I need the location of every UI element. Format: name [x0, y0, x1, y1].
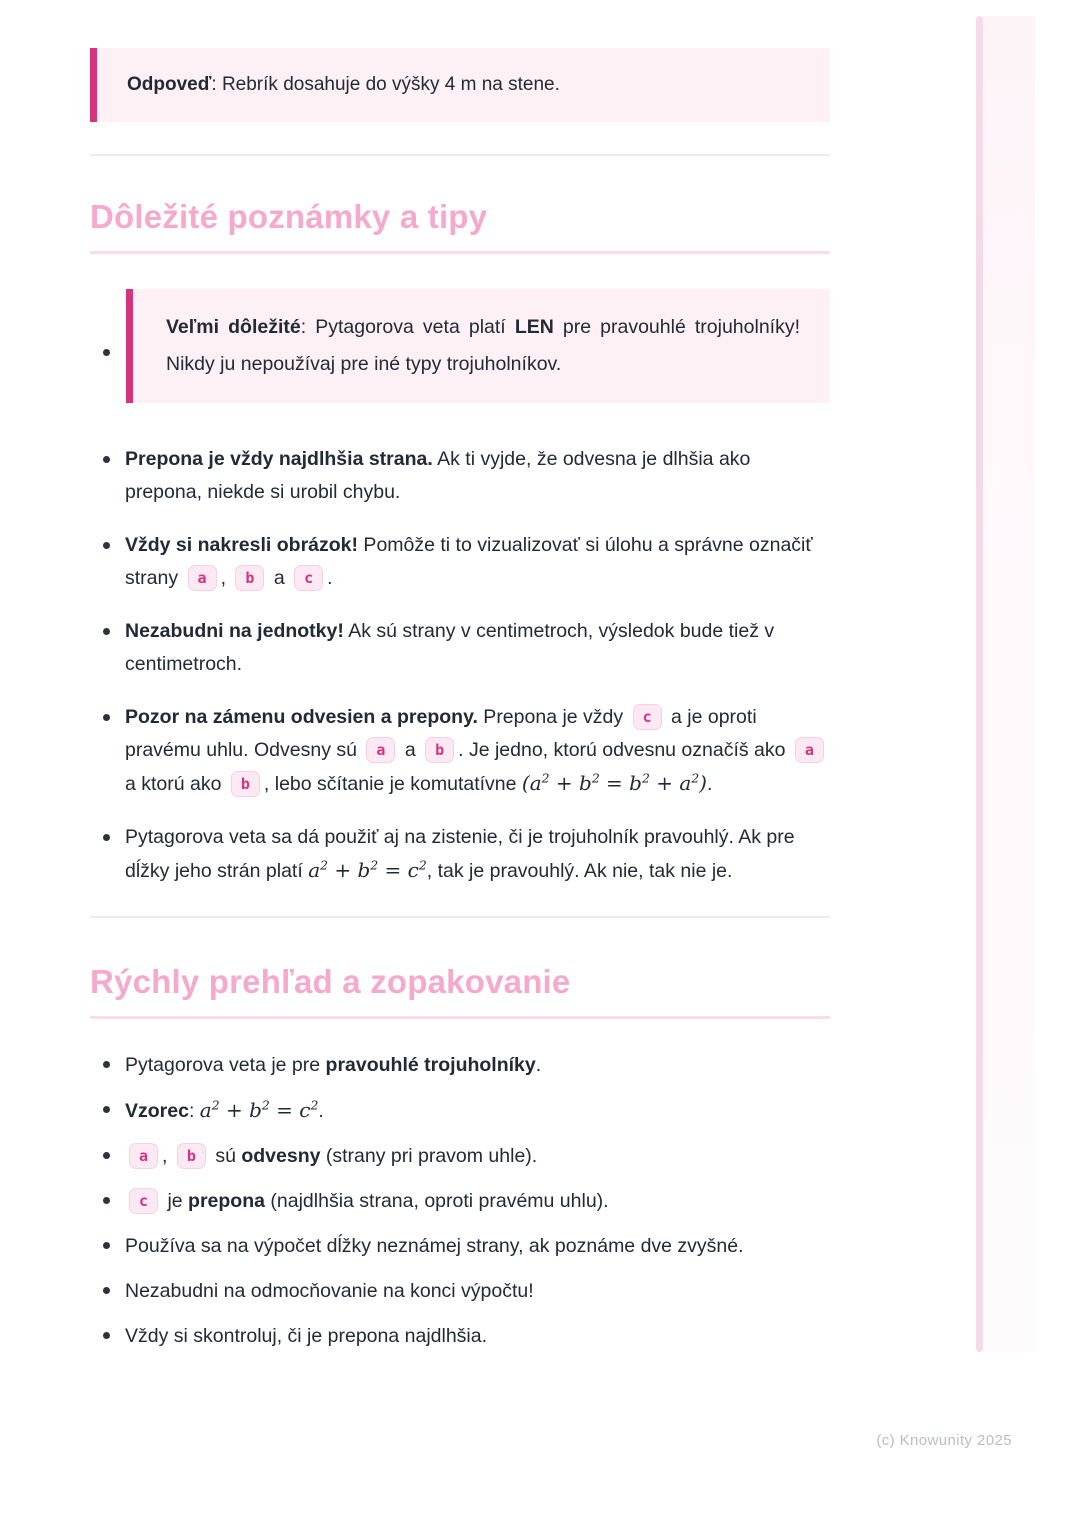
bold-text: Prepona je vždy najdlhšia strana. [125, 448, 433, 470]
inline-code-chip: c [633, 704, 662, 730]
text-run: . Je jedno, ktorú odvesnu označíš ako [458, 739, 791, 761]
bullet-marker [103, 542, 110, 549]
text-run: Pytagorova veta je pre [125, 1054, 326, 1076]
text-run: a je oproti pravému uhlu. Odvesny sú [125, 706, 757, 761]
bold-text: Vzorec [125, 1100, 189, 1122]
list-item [90, 821, 830, 888]
list-item-text [125, 443, 830, 509]
text-run: , lebo sčítanie je komutatívne [263, 773, 522, 795]
section-title-summary: Rýchly prehľad a zopakovanie [90, 963, 830, 1019]
bullet-marker [103, 1106, 110, 1113]
list-item [90, 1185, 830, 1217]
important-note-text [166, 316, 800, 375]
list-item-text [125, 821, 830, 888]
math-formula: $(a^2 + b^2 = b^2 + a^2)$ [521, 770, 707, 795]
list-item-text [125, 1049, 830, 1081]
bullet-marker [103, 628, 110, 635]
list-item-text [125, 1320, 830, 1352]
list-item [90, 443, 830, 509]
text-run: Pytagorova veta sa dá použiť aj na zistenie, či je trojuholník pravouhlý. Ak pre dĺžky jeho strán platí [125, 826, 795, 882]
list-item [90, 289, 830, 403]
inline-code-chip: b [235, 565, 264, 591]
text-run: a ktorú ako [125, 773, 227, 795]
answer-callout [90, 48, 830, 122]
text-run: pre pravouhlé trojuholníky! Nikdy ju nepoužívaj pre iné typy trojuholníkov. [166, 316, 801, 375]
text-run: : [188, 1100, 200, 1122]
list-item [90, 1094, 830, 1127]
bullet-marker [103, 834, 110, 841]
bold-text: Pozor na zámenu odvesien a prepony. [125, 706, 478, 728]
important-note-list [90, 289, 830, 403]
text-run: Používa sa na výpočet dĺžky neznámej strany, ak poznáme dve zvyšné. [125, 1235, 744, 1257]
list-item-text [125, 615, 830, 681]
page-edge-wash [983, 16, 1035, 1352]
text-run: Ak ti vyjde, že odvesna je dlhšia ako prepona, niekde si urobil chybu. [125, 448, 751, 503]
list-item [90, 701, 830, 801]
copyright-footer: (c) Knowunity 2025 [876, 1432, 1012, 1449]
math-formula: $a^2 + b^2 = c^2$ [199, 1097, 319, 1122]
list-item [90, 1275, 830, 1307]
text-run: . [535, 1054, 542, 1076]
bold-text: Vždy si nakresli obrázok! [125, 534, 359, 556]
answer-callout-text [127, 71, 560, 99]
text-run: , [220, 567, 232, 589]
list-item-text [125, 1185, 830, 1217]
bullet-marker [103, 1242, 110, 1249]
bold-text: Odpoveď [127, 74, 212, 95]
list-item [90, 1049, 830, 1081]
section-divider [90, 154, 830, 156]
text-run: : Pytagorova veta platí [300, 316, 515, 338]
bullet-marker [103, 1152, 110, 1159]
inline-code-chip: b [425, 737, 454, 763]
list-item-text [125, 1275, 830, 1307]
list-item [90, 1140, 830, 1172]
inline-code-chip: b [231, 771, 260, 797]
list-item-text [125, 1230, 830, 1262]
main-content [90, 0, 830, 1365]
text-run: : Rebrík dosahuje do výšky 4 m na stene. [211, 74, 560, 95]
bold-text: odvesny [241, 1145, 321, 1167]
text-run: (najdlhšia strana, oproti pravému uhlu). [264, 1190, 609, 1212]
text-run: a [399, 739, 422, 761]
text-run: Pomôže ti to vizualizovať si úlohu a správne označiť strany [125, 534, 813, 589]
inline-code-chip: b [177, 1143, 206, 1169]
text-run: Ak sú strany v centimetroch, výsledok bude tiež v centimetroch. [125, 620, 775, 675]
section-title-notes: Dôležité poznámky a tipy [90, 198, 830, 254]
bold-text: LEN [514, 316, 554, 338]
bold-text: pravouhlé trojuholníky [325, 1054, 536, 1076]
summary-list [90, 1049, 830, 1352]
page-edge-bar [976, 16, 983, 1352]
text-run: a [268, 567, 291, 589]
inline-code-chip: c [294, 565, 323, 591]
section-divider [90, 916, 830, 918]
inline-code-chip: a [188, 565, 217, 591]
text-run: Prepona je vždy [477, 706, 629, 728]
text-run: (strany pri pravom uhle). [320, 1145, 538, 1167]
text-run: sú [209, 1145, 242, 1167]
bold-text: prepona [188, 1190, 265, 1212]
list-item [90, 529, 830, 595]
bullet-marker [103, 349, 110, 356]
list-item-text [125, 701, 830, 801]
bullet-marker [103, 1061, 110, 1068]
bold-text: Nezabudni na jednotky! [125, 620, 344, 642]
text-run: , tak je pravouhlý. Ak nie, tak nie je. [426, 860, 733, 882]
list-item-text [125, 1094, 830, 1127]
inline-code-chip: a [795, 737, 824, 763]
text-run: . [706, 773, 713, 795]
notes-list [90, 443, 830, 888]
list-item [90, 1230, 830, 1262]
list-item [90, 1320, 830, 1352]
inline-code-chip: c [129, 1188, 158, 1214]
bullet-marker [103, 1332, 110, 1339]
text-run: . [327, 567, 333, 589]
bullet-marker [103, 1197, 110, 1204]
list-item-text [125, 529, 830, 595]
bullet-marker [103, 456, 110, 463]
text-run: Vždy si skontroluj, či je prepona najdlhšia. [125, 1325, 488, 1347]
list-item [90, 615, 830, 681]
text-run: . [318, 1100, 324, 1122]
list-item-text [125, 1140, 830, 1172]
text-run: Nezabudni na odmocňovanie na konci výpočtu! [125, 1280, 534, 1302]
bold-text: Veľmi dôležité [166, 316, 301, 338]
bullet-marker [103, 1287, 110, 1294]
math-formula: $a^2 + b^2 = c^2$ [308, 857, 427, 882]
bullet-marker [103, 714, 110, 721]
important-note-callout [126, 289, 830, 403]
inline-code-chip: a [366, 737, 395, 763]
text-run: je [162, 1190, 189, 1212]
inline-code-chip: a [129, 1143, 158, 1169]
text-run: , [162, 1145, 173, 1167]
